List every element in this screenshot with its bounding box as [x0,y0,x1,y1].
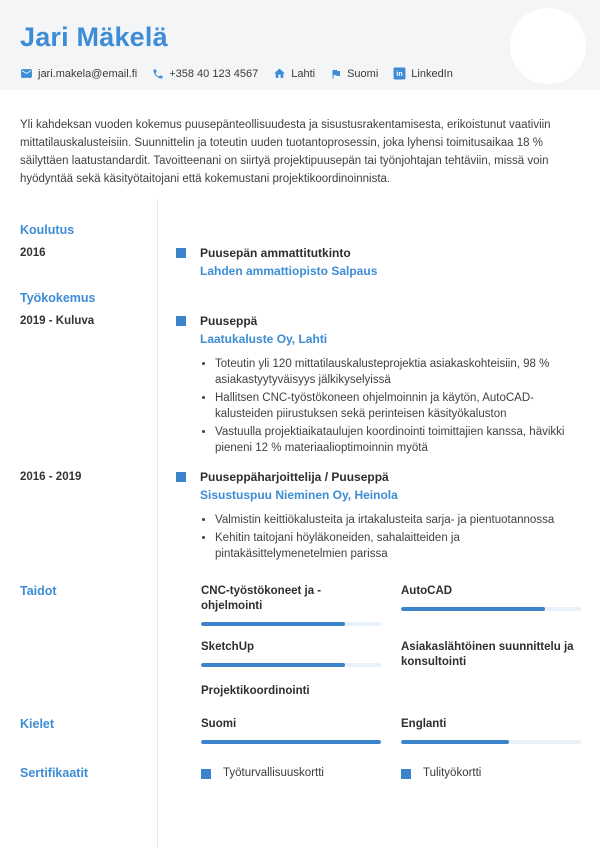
job-bullet: • Toteutin yli 120 mittatilauskalusteprojektia asiakaskohteisiin, 98 % asiakastyytyväisyys jälkikyselyissä [215,356,578,388]
language-name: Englanti [401,718,447,730]
certificate-item [201,766,381,781]
job-title: Puuseppä [200,314,258,328]
certificates-section [0,766,600,781]
job-entry [0,470,600,564]
skill-name: AutoCAD [401,585,453,597]
job-period: 2016 - 2019 [20,471,82,483]
linkedin-icon [393,67,406,80]
skill-level-bar [201,663,381,667]
language-item [201,717,381,744]
experience-section-title: Työkokemus [20,291,96,305]
languages-section [0,717,600,744]
linkedin-contact[interactable] [393,67,453,80]
job-period: 2019 - Kuluva [20,315,95,327]
timeline-square-marker [176,316,186,326]
svg-text:in: in [396,71,403,79]
job-bullet-list [200,512,578,562]
email-contact[interactable] [20,67,137,80]
timeline-square-marker [176,472,186,482]
job-bullet: • Vastuulla projektiaikataulujen koordinointi toimittajien kanssa, hävikki pieneni 12 % materiaalioptimoinnin myötä [215,424,578,456]
education-section-header [0,223,600,238]
languages-grid [201,717,581,744]
job-bullet: • Hallitsen CNC-työstökoneen ohjelmoinnin ja käytön, AutoCAD-kalusteiden piirustuksen sekä perinteisen käsityökaluston [215,390,578,422]
contact-row [20,67,453,80]
education-entry [0,246,600,279]
language-level-bar [401,740,581,744]
skills-section [0,584,600,699]
phone-icon [152,68,164,80]
company-name: Sisustuspuu Nieminen Oy, Heinola [200,488,398,502]
city-contact [273,67,315,80]
education-period: 2016 [20,247,46,259]
skills-grid [201,584,581,699]
home-icon [273,67,286,80]
experience-section-header [0,291,600,306]
country-contact [330,68,378,80]
language-level-bar [201,740,381,744]
skill-item [201,640,381,670]
school-name: Lahden ammattiopisto Salpaus [200,264,378,278]
skill-item [201,684,381,699]
phone-text: +358 40 123 4567 [169,67,259,80]
certificates-section-title: Sertifikaatit [20,766,89,780]
language-name: Suomi [201,718,237,730]
skill-name: Asiakaslähtöinen suunnittelu ja konsultointi [401,641,574,668]
skill-name: SketchUp [201,641,255,653]
certificate-square-marker [401,769,411,779]
skill-item [401,640,581,670]
phone-contact [152,68,258,80]
job-entry [0,314,600,458]
timeline-square-marker [176,248,186,258]
job-bullet: • Valmistin keittiökalusteita ja irtakalusteita sarja- ja pientuotannossa [215,512,578,528]
certificate-name: Tulityökortti [423,767,482,779]
skill-item [201,584,381,626]
certificates-grid [201,766,581,781]
certificate-item [401,766,581,781]
job-bullet: • Kehitin taitojani höyläkoneiden, sahalaitteiden ja pintakäsittelymenetelmien parissa [215,530,578,562]
skill-name: CNC-työstökoneet ja -ohjelmointi [201,585,322,612]
skill-item [401,584,581,626]
skills-section-title: Taidot [20,584,57,598]
skill-level-bar [401,607,581,611]
country-text: Suomi [347,67,379,80]
languages-section-title: Kielet [20,717,55,731]
linkedin-text: LinkedIn [411,67,453,80]
avatar [510,8,586,84]
job-bullet-list [200,356,578,456]
flag-icon [330,68,342,80]
job-title: Puuseppäharjoittelija / Puuseppä [200,470,389,484]
city-text: Lahti [291,67,316,80]
company-name: Laatukaluste Oy, Lahti [200,332,328,346]
summary-paragraph: Yli kahdeksan vuoden kokemus puusepänteollisuudesta ja sisustusrakentamisesta, erikoistunut vaativiin mittatilauskalusteisiin. Suunnittelin ja toteutin uuden tuotantoprosessin, joka lyhensi toimitusaikaa 18 % säilyttäen laatustandardit. Tavoitteenani on siirtyä projektipuusepän tai työnjohtajan tehtäviin, missä voin hyödyntää sekä käsityötaitojani että kokemustani projektikoordinoinnista. [20,118,551,185]
page-title: Jari Mäkelä [20,22,168,52]
certificate-square-marker [201,769,211,779]
resume-header [0,0,600,90]
certificate-name: Työturvallisuuskortti [223,767,324,779]
email-text: jari.makela@email.fi [38,67,138,80]
degree-title: Puusepän ammattitutkinto [200,246,351,260]
language-item [401,717,581,744]
email-icon [20,67,33,80]
resume-body [0,199,600,848]
skill-name: Projektikoordinointi [201,685,310,697]
education-section-title: Koulutus [20,223,75,237]
skill-level-bar [201,622,381,626]
